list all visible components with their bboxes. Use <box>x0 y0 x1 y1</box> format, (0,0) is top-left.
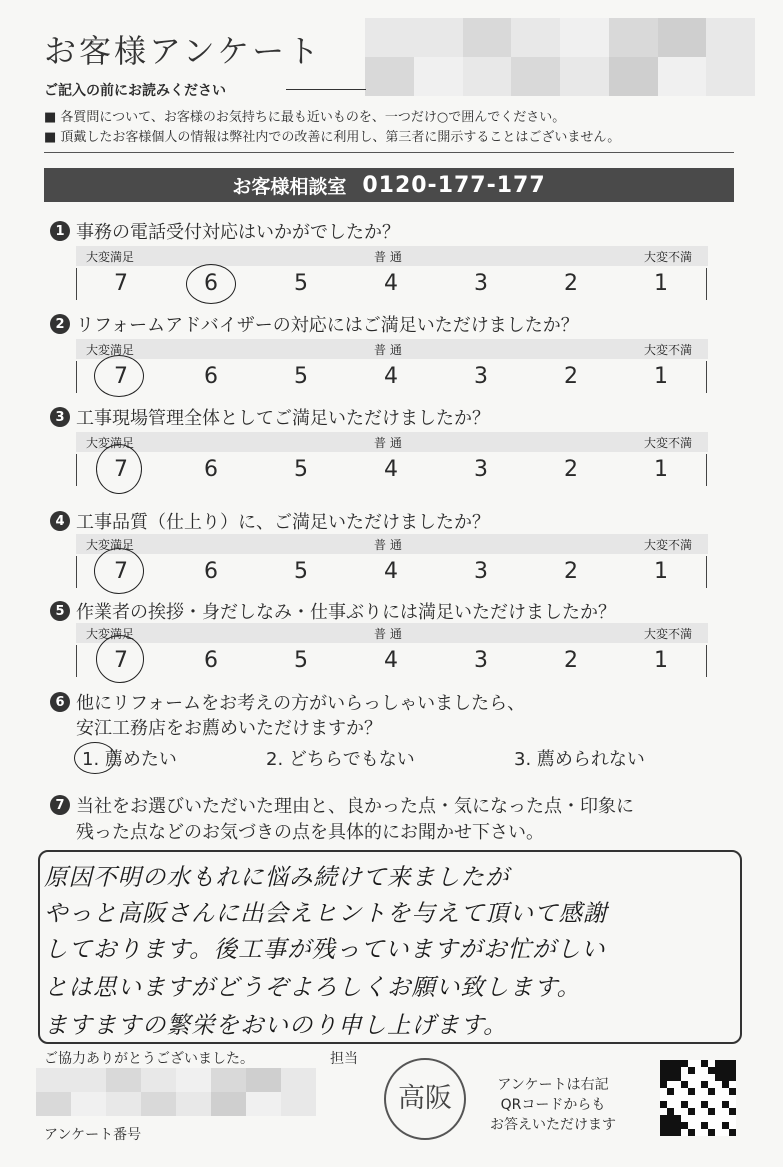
scale-label-left: 大変満足 <box>86 250 135 264</box>
rating-scale-5 <box>76 623 708 681</box>
scale-label-right: 大変不満 <box>644 627 693 641</box>
question-number: 2 <box>50 314 70 334</box>
rating-option-7[interactable]: 7 <box>114 457 128 482</box>
rating-scale-4 <box>76 534 708 592</box>
scale-divider <box>706 645 707 677</box>
qr-instructions <box>490 1075 616 1135</box>
rating-option-7[interactable]: 7 <box>114 271 128 296</box>
scale-label-left: 大変満足 <box>86 627 135 641</box>
recommend-option-1[interactable]: 1. 薦めたい <box>82 749 177 770</box>
handwritten-comment-line: ますますの繁栄をおいのり申し上げます。 <box>44 1011 508 1039</box>
rating-option-3[interactable]: 3 <box>474 648 488 673</box>
scale-divider <box>706 556 707 588</box>
handwritten-comment-line: しております。後工事が残っていますがお忙がしい <box>44 935 606 963</box>
rating-option-4[interactable]: 4 <box>384 271 398 296</box>
rating-option-2[interactable]: 2 <box>564 559 578 584</box>
recommend-option-3[interactable]: 3. 薦められない <box>514 749 645 770</box>
instruction-note-1: ■ 各質問について、お客様のお気持ちに最も近いものを、一つだけ○で囲んでください。 <box>44 110 566 125</box>
rating-option-1[interactable]: 1 <box>654 559 668 584</box>
scale-label-right: 大変不満 <box>644 343 693 357</box>
rating-option-5[interactable]: 5 <box>294 648 308 673</box>
question-text-line-2: 残った点などのお気づきの点を具体的にお聞かせ下さい。 <box>76 822 544 843</box>
question-number: 7 <box>50 795 70 815</box>
rating-option-3[interactable]: 3 <box>474 457 488 482</box>
scale-label-left: 大変満足 <box>86 436 135 450</box>
question-number: 3 <box>50 407 70 427</box>
question-6 <box>50 689 525 715</box>
rating-option-5[interactable]: 5 <box>294 271 308 296</box>
handwritten-comment-line: 原因不明の水もれに悩み続けて来ましたが <box>44 863 510 891</box>
question-3 <box>50 404 490 430</box>
rating-option-1[interactable]: 1 <box>654 648 668 673</box>
question-text: 工事品質（仕上り）に、ご満足いただけましたか？ <box>76 512 490 533</box>
rating-option-3[interactable]: 3 <box>474 364 488 389</box>
rating-scale-3 <box>76 432 708 490</box>
heading-rule <box>286 89 366 90</box>
rating-option-6[interactable]: 6 <box>204 364 218 389</box>
selected-answer-circle <box>94 548 144 594</box>
selected-answer-circle <box>94 355 144 397</box>
question-text: 作業者の挨拶・身だしなみ・仕事ぶりには満足いただけましたか？ <box>76 602 616 623</box>
rating-option-6[interactable]: 6 <box>204 271 218 296</box>
handwritten-comment-line: やっと高阪さんに出会えヒントを与えて頂いて感謝 <box>44 899 608 927</box>
qr-text-line: アンケートは右記 <box>497 1077 609 1093</box>
scale-label-center: 普 通 <box>374 627 402 641</box>
rating-option-1[interactable]: 1 <box>654 364 668 389</box>
instruction-note-2: ■ 頂戴したお客様個人の情報は弊社内での改善に利用し、第三者に開示することはございません。 <box>44 130 621 145</box>
question-text-line-1: 当社をお選びいただいた理由と、良かった点・気になった点・印象に <box>76 796 634 817</box>
scale-label-center: 普 通 <box>374 343 402 357</box>
rating-option-5[interactable]: 5 <box>294 457 308 482</box>
redacted-block-top <box>365 18 755 96</box>
rating-option-4[interactable]: 4 <box>384 364 398 389</box>
question-number: 5 <box>50 601 70 621</box>
rating-option-7[interactable]: 7 <box>114 648 128 673</box>
qr-text-line: QRコードからも <box>500 1097 606 1113</box>
rating-option-6[interactable]: 6 <box>204 648 218 673</box>
question-4 <box>50 508 490 534</box>
thanks-text: ご協力ありがとうございました。 <box>44 1051 254 1067</box>
page-title: お客様アンケート <box>44 32 323 70</box>
redacted-block-bottom <box>36 1068 316 1116</box>
support-banner <box>44 168 734 202</box>
scale-label-center: 普 通 <box>374 436 402 450</box>
qr-code[interactable] <box>660 1060 736 1136</box>
selected-answer-circle <box>96 444 142 494</box>
question-text: 事務の電話受付対応はいかがでしたか？ <box>76 222 400 243</box>
scale-label-left: 大変満足 <box>86 343 135 357</box>
rating-scale-2 <box>76 339 708 397</box>
rating-option-4[interactable]: 4 <box>384 559 398 584</box>
selected-answer-circle <box>96 635 144 683</box>
scale-divider <box>706 454 707 486</box>
rating-scale-1 <box>76 246 708 304</box>
question-text-line-2: 安江工務店をお薦めいただけますか？ <box>76 718 382 739</box>
question-7 <box>50 792 634 818</box>
support-phone[interactable]: 0120-177-177 <box>362 172 546 198</box>
rating-option-6[interactable]: 6 <box>204 559 218 584</box>
rating-option-4[interactable]: 4 <box>384 457 398 482</box>
selected-answer-circle <box>186 264 236 304</box>
rating-option-5[interactable]: 5 <box>294 559 308 584</box>
rating-option-2[interactable]: 2 <box>564 457 578 482</box>
support-label: お客様相談室 <box>232 175 347 198</box>
recommend-option-2[interactable]: 2. どちらでもない <box>266 749 415 770</box>
question-2 <box>50 311 579 337</box>
question-5 <box>50 598 616 624</box>
survey-number-label: アンケート番号 <box>44 1127 142 1143</box>
rating-option-1[interactable]: 1 <box>654 271 668 296</box>
rating-option-5[interactable]: 5 <box>294 364 308 389</box>
handwritten-comment-line: とは思いますがどうぞよろしくお願い致します。 <box>44 973 582 1001</box>
question-number: 4 <box>50 511 70 531</box>
rating-option-2[interactable]: 2 <box>564 648 578 673</box>
rating-option-4[interactable]: 4 <box>384 648 398 673</box>
divider <box>44 152 734 153</box>
scale-label-left: 大変満足 <box>86 538 135 552</box>
rating-option-1[interactable]: 1 <box>654 457 668 482</box>
staff-seal-stamp: 高阪 <box>384 1058 466 1140</box>
question-text: リフォームアドバイザーの対応にはご満足いただけましたか？ <box>76 315 579 336</box>
scale-label-right: 大変不満 <box>644 538 693 552</box>
scale-label-right: 大変不満 <box>644 250 693 264</box>
scale-label-center: 普 通 <box>374 250 402 264</box>
selected-answer-circle <box>74 742 116 774</box>
scale-label-right: 大変不満 <box>644 436 693 450</box>
qr-text-line: お答えいただけます <box>490 1117 616 1133</box>
question-1 <box>50 218 400 244</box>
rating-option-7[interactable]: 7 <box>114 559 128 584</box>
rating-option-3[interactable]: 3 <box>474 271 488 296</box>
question-text-line-1: 他にリフォームをお考えの方がいらっしゃいましたら、 <box>76 693 526 714</box>
rating-option-6[interactable]: 6 <box>204 457 218 482</box>
rating-option-3[interactable]: 3 <box>474 559 488 584</box>
rating-option-2[interactable]: 2 <box>564 271 578 296</box>
rating-option-2[interactable]: 2 <box>564 364 578 389</box>
rating-option-7[interactable]: 7 <box>114 364 128 389</box>
question-text: 工事現場管理全体としてご満足いただけましたか？ <box>76 408 490 429</box>
scale-divider <box>706 268 707 300</box>
scale-label-center: 普 通 <box>374 538 402 552</box>
question-number: 6 <box>50 692 70 712</box>
staff-label: 担当 <box>330 1051 358 1067</box>
question-number: 1 <box>50 221 70 241</box>
scale-divider <box>706 361 707 393</box>
pre-read-heading: ご記入の前にお読みください <box>44 83 226 99</box>
